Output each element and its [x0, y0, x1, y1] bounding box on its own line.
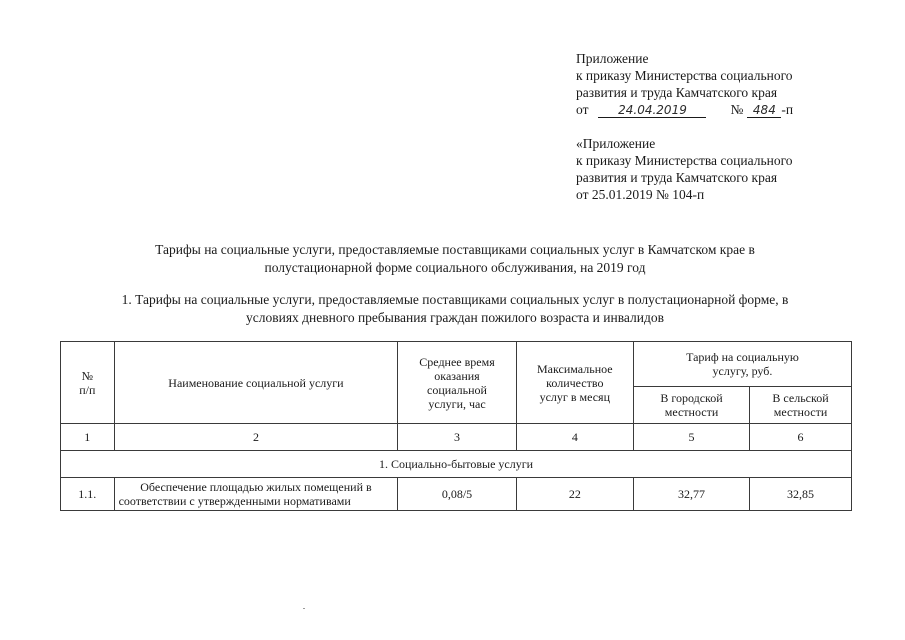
- appendix-date-line: [576, 101, 793, 118]
- section-title-line-1: 1. Тарифы на социальные услуги, предоставляемые поставщиками социальных услуг в полустационарной форме, в: [121, 292, 789, 307]
- date-prefix: от: [576, 102, 589, 117]
- header-rural: [750, 387, 852, 424]
- row-city-tariff: 32,77: [633, 478, 749, 511]
- document-title: [60, 241, 850, 277]
- row-rural-tariff: 32,85: [750, 478, 852, 511]
- column-number: 5: [633, 424, 749, 451]
- handwritten-number: 484: [747, 103, 781, 118]
- header-city-line-2: местности: [664, 405, 719, 419]
- header-tariff-line-2: услугу, руб.: [712, 364, 773, 378]
- header-number-line-1: №: [81, 368, 94, 383]
- header-time-line-1: Среднее время: [419, 354, 495, 369]
- header-max-line-1: Максимальное: [537, 361, 613, 376]
- column-number: 3: [398, 424, 516, 451]
- header-max-line-2: количество: [546, 375, 604, 390]
- header-number: [61, 342, 115, 424]
- tariffs-table: [60, 341, 852, 511]
- header-time-line-4: услуги, час: [428, 396, 486, 411]
- header-rural-line-1: В сельской: [772, 391, 829, 405]
- row-max-quantity: 22: [516, 478, 633, 511]
- old-appendix-date-line: от 25.01.2019 № 104-п: [576, 187, 705, 202]
- row-number: 1.1.: [61, 478, 115, 511]
- header-city-line-1: В городской: [660, 391, 723, 405]
- section-title-line-2: условиях дневного пребывания граждан пожилого возраста и инвалидов: [246, 310, 664, 325]
- header-rural-line-2: местности: [773, 405, 828, 419]
- column-number: 6: [750, 424, 852, 451]
- number-suffix: -п: [781, 102, 794, 117]
- column-number-row: [61, 424, 852, 451]
- section-row-label: 1. Социально-бытовые услуги: [61, 451, 852, 478]
- header-time-line-3: социальной: [427, 382, 487, 397]
- appendix-title: Приложение: [576, 51, 649, 66]
- row-average-time: 0,08/5: [398, 478, 516, 511]
- old-appendix-title: «Приложение: [576, 136, 656, 151]
- appendix-header-new: [576, 50, 793, 118]
- appendix-header-old: [576, 135, 793, 203]
- header-max-quantity: [516, 342, 633, 424]
- appendix-order-line: к приказу Министерства социального: [576, 68, 793, 83]
- table-row: [61, 478, 852, 511]
- header-time-line-2: оказания: [434, 368, 480, 383]
- section-row: [61, 451, 852, 478]
- number-sign: №: [730, 102, 744, 117]
- column-number: 2: [114, 424, 398, 451]
- row-service-name: Обеспечение площадью жилых помещений в соответствии с утвержденными нормативами: [114, 478, 398, 511]
- column-number: 1: [61, 424, 115, 451]
- header-number-line-2: п/п: [79, 382, 96, 397]
- old-appendix-order-line: к приказу Министерства социального: [576, 153, 793, 168]
- table-header-row: [61, 342, 852, 387]
- column-number: 4: [516, 424, 633, 451]
- handwritten-date: 24.04.2019: [598, 103, 706, 118]
- section-title: [60, 291, 850, 327]
- header-tariff-line-1: Тариф на социальную: [686, 350, 799, 364]
- scan-speck: [303, 608, 305, 609]
- header-service-name: Наименование социальной услуги: [114, 342, 398, 424]
- header-max-line-3: услуг в месяц: [539, 389, 610, 404]
- header-city: [633, 387, 749, 424]
- document-title-line-1: Тарифы на социальные услуги, предоставляемые поставщиками социальных услуг в Камчатском крае в: [155, 242, 755, 257]
- old-appendix-ministry-line: развития и труда Камчатского края: [576, 170, 778, 185]
- document-title-line-2: полустационарной форме социального обслуживания, на 2019 год: [264, 260, 646, 275]
- appendix-ministry-line: развития и труда Камчатского края: [576, 85, 778, 100]
- header-tariff: [633, 342, 851, 387]
- header-average-time: [398, 342, 516, 424]
